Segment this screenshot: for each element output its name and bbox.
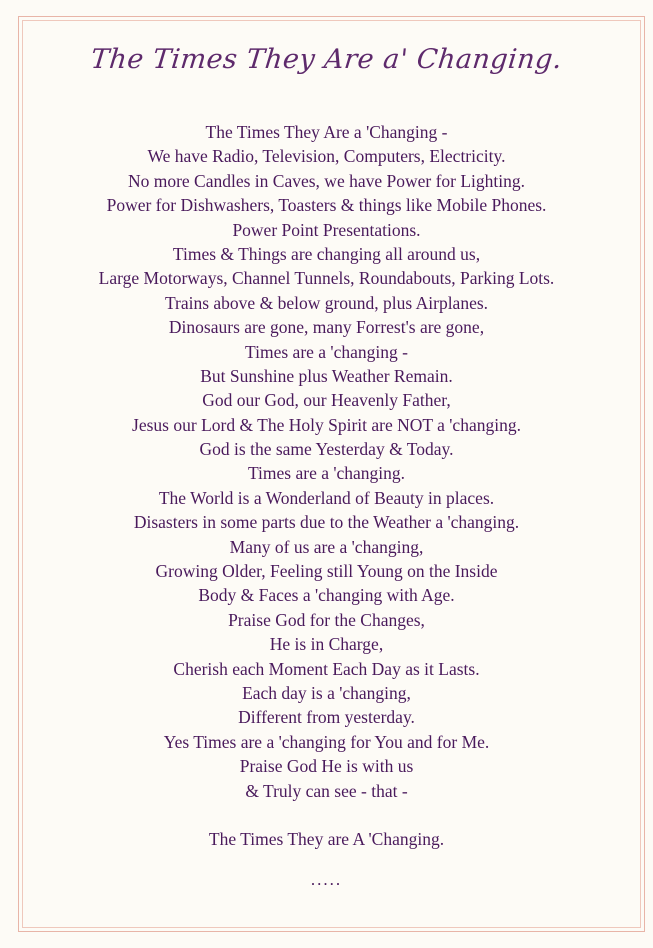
poem-line: Different from yesterday.: [238, 707, 415, 728]
poem-line: Trains above & below ground, plus Airplanes.: [164, 292, 489, 313]
poem-line: & Truly can see - that -: [245, 780, 408, 801]
poem-line: Times are a 'changing.: [247, 463, 406, 484]
closing-ellipsis: .....: [310, 870, 343, 889]
poem-line: Power Point Presentations.: [232, 219, 421, 240]
poem-line: Dinosaurs are gone, many Forrest's are gone,: [168, 317, 485, 338]
poem-line: Times are a 'changing -: [245, 341, 408, 362]
poem-line: Praise God He is with us: [239, 756, 414, 777]
poem-line: The World is a Wonderland of Beauty in places.: [158, 487, 495, 508]
poem-line: We have Radio, Television, Computers, Electricity.: [147, 146, 506, 167]
poem-line: Many of us are a 'changing,: [229, 536, 424, 557]
poem-line: Disasters in some parts due to the Weather a 'changing.: [133, 512, 520, 533]
poem-line: Power for Dishwashers, Toasters & things like Mobile Phones.: [106, 195, 547, 216]
poem-line: The Times They Are a 'Changing -: [205, 122, 448, 142]
poem-line: Large Motorways, Channel Tunnels, Roundabouts, Parking Lots.: [98, 268, 555, 289]
poem-line: Times & Things are changing all around us,: [172, 243, 481, 264]
poem-line: Jesus our Lord & The Holy Spirit are NOT a 'changing.: [132, 414, 521, 435]
poem-line: God our God, our Heavenly Father,: [202, 390, 451, 411]
poem-line: God is the same Yesterday & Today.: [199, 439, 454, 460]
stanza-break: [0, 803, 653, 827]
poem-line: Growing Older, Feeling still Young on the Inside: [155, 561, 498, 582]
poem-closing-line: The Times They are A 'Changing.: [208, 829, 445, 850]
poem-line: Praise God for the Changes,: [228, 609, 425, 630]
poem-body: [0, 120, 653, 852]
poem-line: Cherish each Moment Each Day as it Lasts.: [173, 658, 480, 679]
poem-line: He is in Charge,: [269, 634, 384, 655]
poem-line: Body & Faces a 'changing with Age.: [198, 585, 455, 606]
poem-line: Each day is a 'changing,: [242, 682, 411, 703]
poem-line: But Sunshine plus Weather Remain.: [200, 365, 453, 386]
poem-line: Yes Times are a 'changing for You and for Me.: [163, 731, 490, 752]
poem-title: The Times They Are a' Changing.: [89, 44, 564, 75]
poem-line: No more Candles in Caves, we have Power for Lighting.: [127, 170, 526, 191]
